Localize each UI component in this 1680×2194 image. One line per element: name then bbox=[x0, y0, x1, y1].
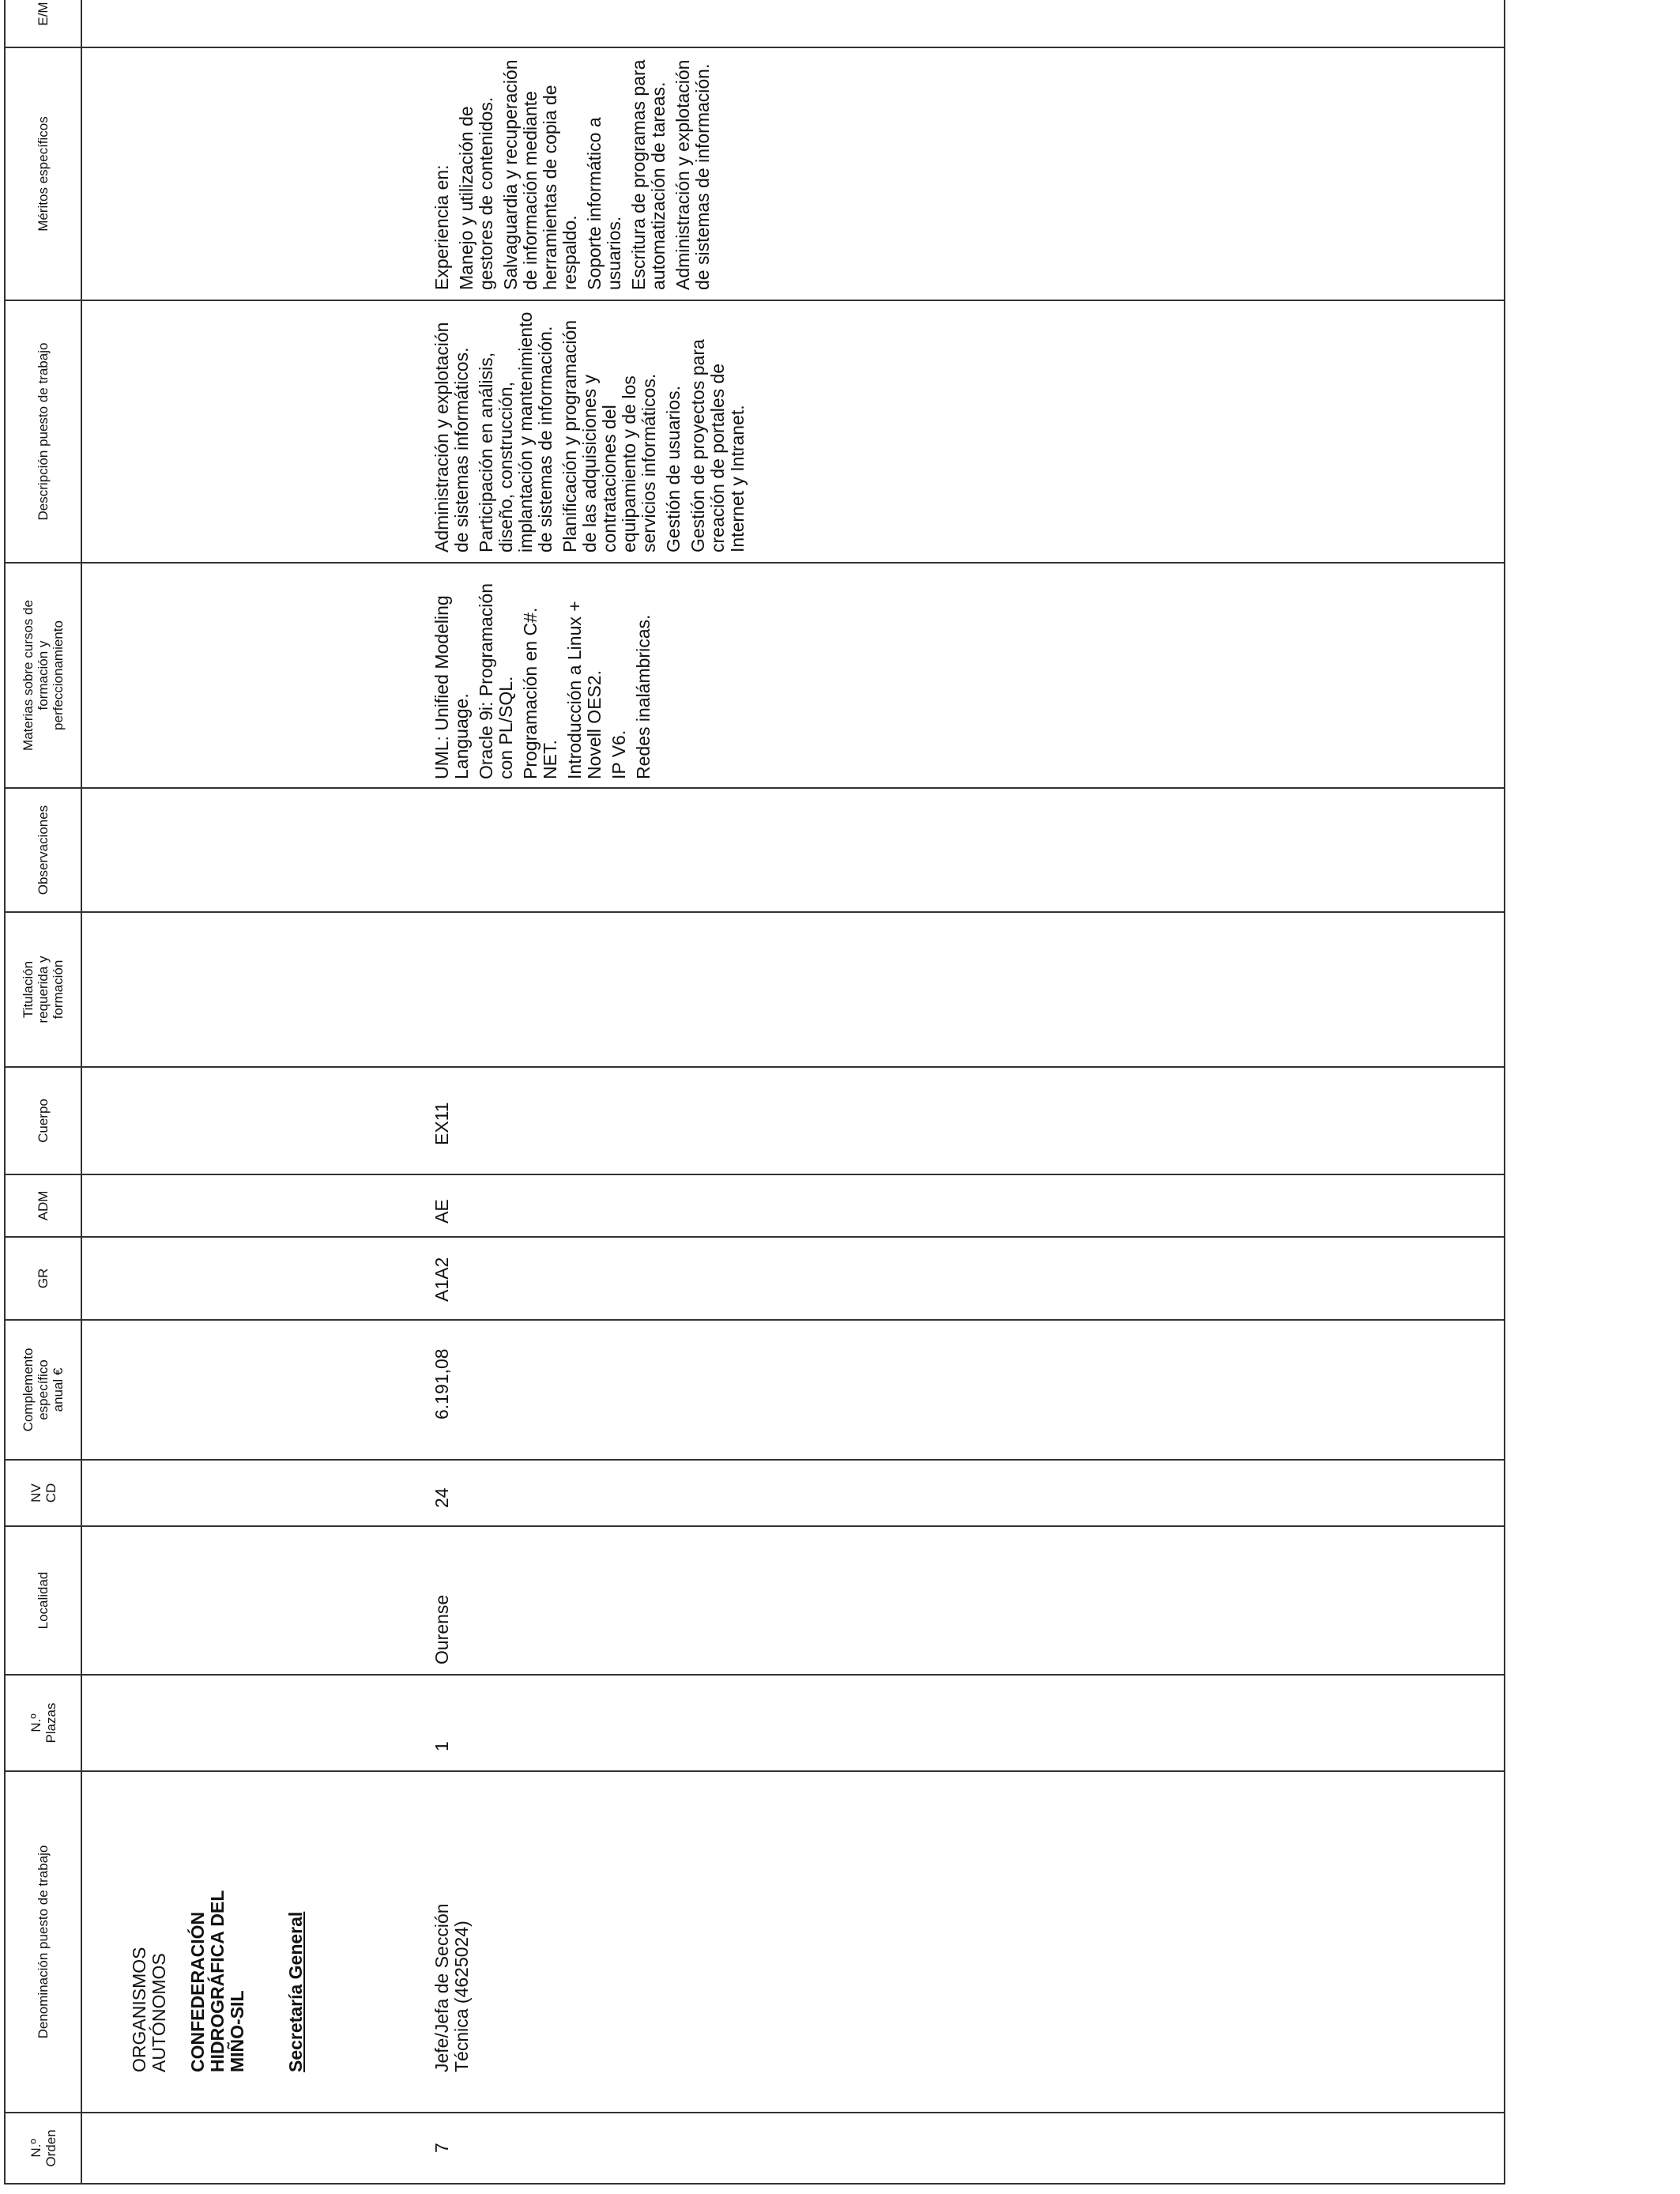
meritos-list bbox=[432, 51, 718, 290]
unit-name: Secretaría General bbox=[285, 1911, 306, 2072]
list-item: IP V6. bbox=[608, 729, 629, 779]
header-denominacion: Denominación puesto de trabajo bbox=[5, 1771, 81, 2113]
cell-localidad bbox=[81, 1526, 1505, 1675]
list-item: Administración y explotación de sistemas de información. bbox=[672, 59, 713, 290]
header-complemento: Complemento específico anual € bbox=[5, 1320, 81, 1460]
header-localidad: Localidad bbox=[5, 1526, 81, 1675]
header-adm: ADM bbox=[5, 1174, 81, 1237]
list-item: Introducción a Linux + Novell OES2. bbox=[564, 601, 605, 779]
cell-orden bbox=[81, 2113, 1505, 2184]
header-plazas: N.º Plazas bbox=[5, 1675, 81, 1771]
position-name: Jefe/Jefa de Sección Técnica (4625024) bbox=[431, 1903, 472, 2072]
cell-meritos bbox=[81, 47, 1505, 300]
materias-list bbox=[432, 567, 658, 779]
list-item: Gestión de usuarios. bbox=[663, 386, 684, 552]
header-orden: N.º Orden bbox=[5, 2113, 81, 2184]
adm-value: AE bbox=[431, 1199, 452, 1223]
cell-cuerpo bbox=[81, 1067, 1505, 1174]
cell-plazas bbox=[81, 1675, 1505, 1771]
list-item: Gestión de proyectos para creación de portales de Internet y Intranet. bbox=[687, 339, 748, 552]
cell-titulacion bbox=[81, 912, 1505, 1067]
cell-descripcion bbox=[81, 300, 1505, 563]
descripcion-list bbox=[432, 304, 752, 552]
cuerpo-value: EX11 bbox=[431, 1102, 452, 1145]
list-item: Redes inalámbricas. bbox=[633, 614, 654, 779]
nivel-value: 24 bbox=[431, 1487, 452, 1508]
header-gr: GR bbox=[5, 1237, 81, 1320]
list-item: Administración y explotación de sistemas informáticos. bbox=[431, 322, 472, 552]
header-cuerpo: Cuerpo bbox=[5, 1067, 81, 1174]
cell-nivel bbox=[81, 1460, 1505, 1526]
header-observaciones: Observaciones bbox=[5, 788, 81, 912]
list-item: Planificación y programación de las adquisiciones y contrataciones del equipamiento y de los servicios informáticos. bbox=[559, 319, 659, 552]
org-type: ORGANISMOS AUTÓNOMOS bbox=[129, 1947, 169, 2072]
list-item: Escritura de programas para automatización de tareas. bbox=[628, 59, 669, 290]
list-item: Experiencia en: bbox=[431, 164, 452, 290]
list-item: Programación en C#. NET. bbox=[520, 607, 560, 779]
list-item: Manejo y utilización de gestores de contenidos. bbox=[456, 96, 496, 290]
header-titulacion: Titulación requerida y formación bbox=[5, 912, 81, 1067]
org-name: CONFEDERACIÓN HIDROGRÁFICA DEL MIÑO-SIL bbox=[187, 1890, 247, 2072]
table-row bbox=[81, 0, 1505, 2184]
list-item: UML: Unified Modeling Language. bbox=[431, 595, 472, 779]
cell-complemento bbox=[81, 1320, 1505, 1460]
list-item: Oracle 9i: Programación con PL/SQL. bbox=[476, 583, 516, 779]
header-row bbox=[5, 0, 81, 2184]
job-positions-table bbox=[4, 0, 1505, 2185]
list-item: Soporte informático a usuarios. bbox=[584, 117, 624, 290]
cell-materias bbox=[81, 563, 1505, 788]
orden-value: 7 bbox=[431, 2143, 452, 2153]
gr-value: A1A2 bbox=[431, 1257, 452, 1302]
localidad-value: Ourense bbox=[431, 1594, 452, 1664]
cell-observaciones bbox=[81, 788, 1505, 912]
cell-adm bbox=[81, 1174, 1505, 1237]
cell-gr bbox=[81, 1237, 1505, 1320]
list-item: Salvaguardia y recuperación de información mediante herramientas de copia de respaldo. bbox=[500, 59, 580, 290]
header-nivel: NV CD bbox=[5, 1460, 81, 1526]
complemento-value: 6.191,08 bbox=[431, 1348, 452, 1419]
header-descripcion: Descripción puesto de trabajo bbox=[5, 300, 81, 563]
plazas-value: 1 bbox=[431, 1741, 452, 1751]
header-meritos: Méritos específicos bbox=[5, 47, 81, 300]
header-materias: Materias sobre cursos de formación y perfeccionamiento bbox=[5, 563, 81, 788]
cell-denominacion bbox=[81, 1771, 1505, 2113]
header-em: E/M bbox=[5, 0, 81, 47]
list-item: Participación en análisis, diseño, construcción, implantación y mantenimiento de sistemas de información. bbox=[476, 311, 556, 552]
cell-em bbox=[81, 0, 1505, 47]
